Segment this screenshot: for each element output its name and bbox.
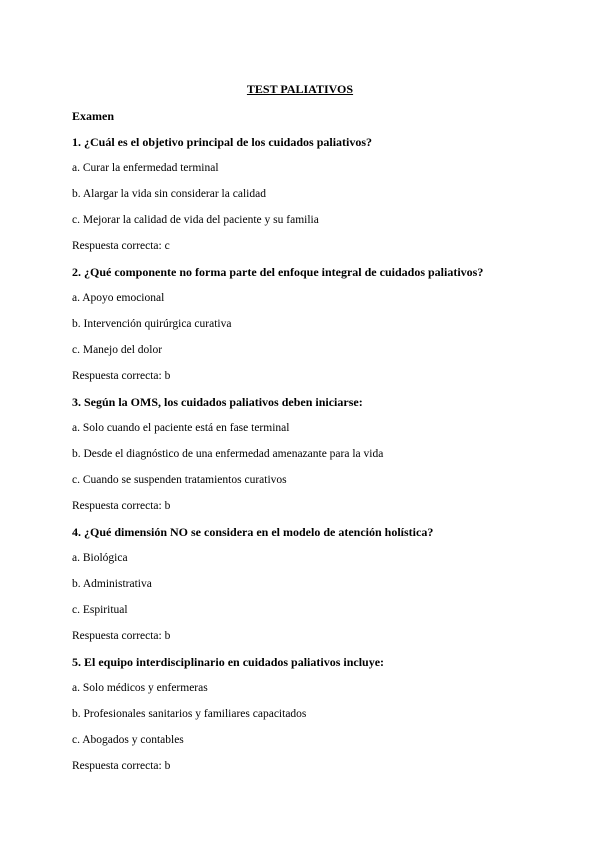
answer-option: c. Manejo del dolor bbox=[72, 344, 163, 356]
question-block bbox=[72, 265, 542, 395]
correct-answer: Respuesta correcta: b bbox=[72, 760, 171, 772]
document-title: TEST PALIATIVOS bbox=[246, 82, 354, 96]
answer-option: c. Abogados y contables bbox=[72, 734, 184, 746]
question-text: 3. Según la OMS, los cuidados paliativos deben iniciarse: bbox=[72, 395, 363, 409]
question-text: 2. ¿Qué componente no forma parte del enfoque integral de cuidados paliativos? bbox=[72, 265, 484, 279]
correct-answer: Respuesta correcta: b bbox=[72, 630, 171, 642]
section-heading: Examen bbox=[72, 109, 114, 123]
answer-option: b. Administrativa bbox=[72, 578, 152, 590]
question-block bbox=[72, 655, 542, 785]
question-block bbox=[72, 395, 542, 525]
correct-answer: Respuesta correcta: b bbox=[72, 370, 171, 382]
answer-option: a. Curar la enfermedad terminal bbox=[72, 162, 219, 174]
answer-option: c. Cuando se suspenden tratamientos curativos bbox=[72, 474, 287, 486]
answer-option: c. Mejorar la calidad de vida del paciente y su familia bbox=[72, 214, 319, 226]
answer-option: a. Solo médicos y enfermeras bbox=[72, 682, 208, 694]
answer-option: a. Apoyo emocional bbox=[72, 292, 165, 304]
correct-answer: Respuesta correcta: b bbox=[72, 500, 171, 512]
question-text: 4. ¿Qué dimensión NO se considera en el modelo de atención holística? bbox=[72, 525, 434, 539]
answer-option: b. Profesionales sanitarios y familiares capacitados bbox=[72, 708, 307, 720]
document-body bbox=[72, 109, 542, 785]
question-text: 1. ¿Cuál es el objetivo principal de los cuidados paliativos? bbox=[72, 135, 373, 149]
answer-option: b. Desde el diagnóstico de una enfermedad amenazante para la vida bbox=[72, 448, 384, 460]
question-text: 5. El equipo interdisciplinario en cuidados paliativos incluye: bbox=[72, 655, 385, 669]
correct-answer: Respuesta correcta: c bbox=[72, 240, 170, 252]
answer-option: a. Biológica bbox=[72, 552, 128, 564]
answer-option: a. Solo cuando el paciente está en fase terminal bbox=[72, 422, 290, 434]
answer-option: b. Alargar la vida sin considerar la calidad bbox=[72, 188, 266, 200]
question-block bbox=[72, 135, 542, 265]
question-block bbox=[72, 525, 542, 655]
answer-option: b. Intervención quirúrgica curativa bbox=[72, 318, 232, 330]
answer-option: c. Espiritual bbox=[72, 604, 128, 616]
